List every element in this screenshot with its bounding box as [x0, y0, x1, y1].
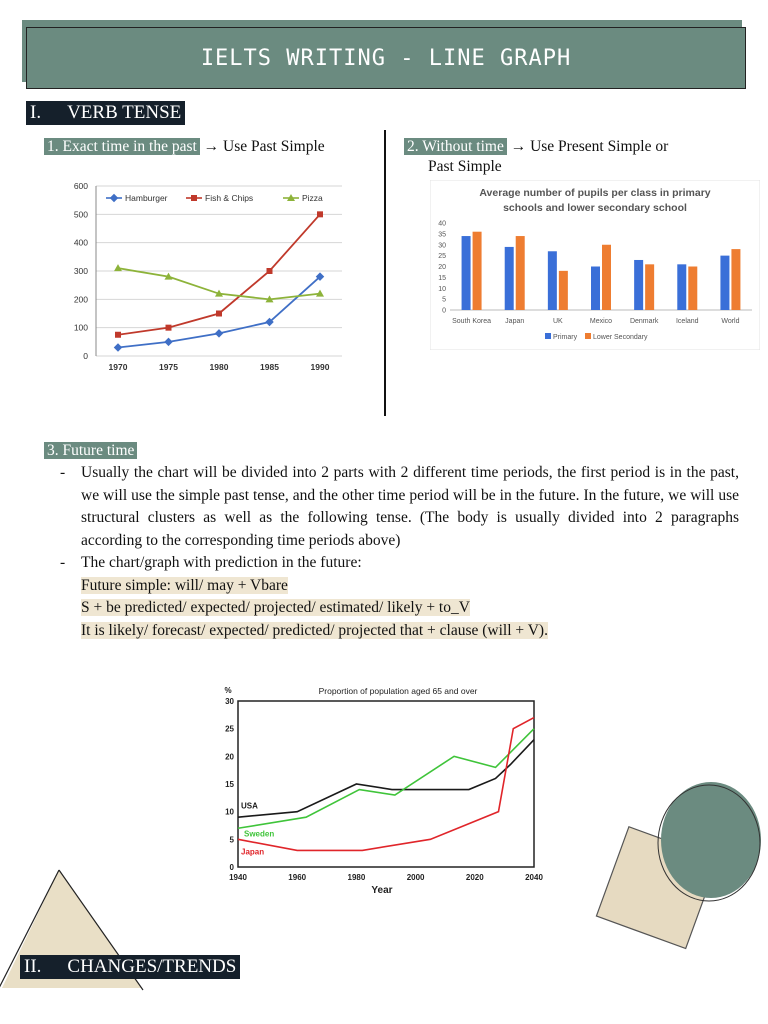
x-tick-label: 1985 — [260, 362, 279, 372]
bar — [634, 260, 643, 310]
bar — [505, 247, 514, 310]
x-tick-label: UK — [552, 318, 563, 325]
x-tick-label: 1975 — [159, 362, 178, 372]
y-tick-label: 0 — [442, 307, 446, 315]
x-tick-label: 1970 — [108, 362, 128, 372]
bar — [591, 267, 600, 311]
x-tick-label: 2040 — [525, 873, 543, 882]
y-tick-label: 15 — [438, 274, 446, 282]
y-tick-label: 600 — [73, 181, 88, 191]
chart-title: schools and lower secondary school — [503, 202, 687, 214]
y-tick-label: 10 — [438, 285, 446, 293]
structure-line: S + be predicted/ expected/ projected/ estimated/ likely + to_V — [81, 599, 470, 616]
chart-title: Average number of pupils per class in primary — [479, 187, 711, 199]
subsection-label: 2. Without time — [404, 138, 507, 155]
y-tick-label: 40 — [438, 220, 446, 228]
section-title: VERB TENSE — [67, 102, 182, 123]
x-axis-label: Year — [371, 885, 393, 896]
food-consumption-line-chart — [58, 172, 350, 378]
series-label: Sweden — [244, 829, 275, 839]
y-tick-label: 5 — [229, 835, 234, 845]
subsection-future-time — [44, 441, 137, 461]
y-tick-label: 30 — [225, 697, 234, 706]
data-point — [317, 211, 323, 217]
legend-marker — [191, 195, 197, 201]
bar — [548, 251, 557, 310]
subsection-label: 1. Exact time in the past — [44, 138, 200, 155]
section-number: II. — [24, 956, 42, 977]
y-tick-label: 35 — [438, 231, 446, 239]
y-axis-label: % — [224, 686, 232, 695]
y-tick-label: 25 — [438, 253, 446, 261]
structure-line: It is likely/ forecast/ expected/ predicted/ projected that + clause (will + V). — [81, 621, 548, 639]
series-label: Japan — [241, 847, 265, 857]
subsection-label: 3. Future time — [44, 442, 137, 459]
column-divider — [384, 130, 386, 416]
x-tick-label: 1960 — [288, 873, 307, 882]
bar — [645, 264, 654, 310]
page-title: IELTS WRITING - LINE GRAPH — [200, 45, 572, 71]
y-tick-label: 200 — [73, 294, 88, 305]
data-point — [166, 325, 172, 331]
list-item: - Usually the chart will be divided into 2 parts with 2 different time periods, the first period is in the past, we will use the simple past tense, and the other time period will be in the future. In the future, we will use structural clusters as well as the following tense. (The body is usually divided into 2 paragraphs according to the corresponding time periods above) — [60, 464, 739, 549]
section-number: I. — [30, 102, 42, 123]
x-tick-label: 1980 — [209, 362, 229, 372]
legend-label: Fish & Chips — [205, 193, 254, 203]
y-tick-label: 20 — [438, 264, 446, 271]
y-tick-label: 0 — [229, 863, 234, 872]
data-point — [267, 268, 273, 274]
bar — [731, 249, 740, 310]
x-tick-label: World — [721, 318, 740, 325]
y-tick-label: 0 — [83, 351, 88, 361]
legend-swatch — [545, 333, 551, 339]
population-aged-65-line-chart — [218, 682, 548, 900]
x-tick-label: Iceland — [675, 318, 699, 325]
subsection-rule: → Use Present Simple or — [506, 138, 669, 155]
section-heading-verb-tense — [26, 101, 185, 125]
y-tick-label: 10 — [225, 807, 234, 817]
header-banner — [26, 27, 746, 89]
x-tick-label: 1980 — [347, 873, 366, 882]
x-tick-label: Mexico — [589, 318, 613, 325]
section-heading-changes-trends — [20, 955, 240, 979]
pupils-per-class-bar-chart — [430, 180, 760, 350]
x-tick-label: 2000 — [406, 873, 425, 882]
legend-swatch — [585, 333, 591, 339]
bar — [602, 245, 611, 310]
y-tick-label: 400 — [73, 237, 88, 248]
y-tick-label: 25 — [225, 724, 234, 734]
legend-label: Pizza — [302, 193, 323, 203]
y-tick-label: 300 — [73, 266, 88, 276]
section-title: CHANGES/TRENDS — [67, 956, 237, 977]
list-item: - The chart/graph with prediction in the future: Future simple: will/ may + Vbare S + be predicted/ expected/ projected/ estimated/ likely + to_V It is likely/ forecast/ expected/ predicted/ projected that + clause (will + V). — [60, 554, 548, 639]
subsection-without-time — [404, 137, 744, 177]
x-tick-label: 2020 — [465, 873, 484, 882]
chart-title: Proportion of population aged 65 and over — [318, 686, 478, 696]
legend-label: Hamburger — [125, 193, 168, 203]
bar — [688, 267, 697, 311]
x-tick-label: 1990 — [310, 362, 330, 372]
y-tick-label: 500 — [73, 209, 88, 220]
data-point — [216, 311, 222, 317]
bar — [462, 236, 471, 310]
bar — [720, 256, 729, 310]
decorative-circle-square — [588, 780, 763, 960]
x-tick-label: South Korea — [452, 318, 492, 325]
x-tick-label: 1940 — [229, 873, 247, 882]
bar — [516, 236, 525, 310]
y-tick-label: 5 — [442, 296, 446, 304]
bar — [677, 264, 686, 310]
bar — [559, 271, 568, 310]
x-tick-label: Japan — [505, 318, 525, 325]
y-tick-label: 30 — [438, 242, 446, 250]
legend-label: Primary — [553, 334, 578, 341]
series-label: USA — [241, 801, 258, 811]
y-tick-label: 100 — [73, 322, 88, 333]
structure-line: Future simple: will/ may + Vbare — [81, 576, 288, 594]
future-time-notes — [44, 462, 739, 642]
subsection-rule: → Use Past Simple — [199, 138, 325, 155]
x-tick-label: Denmark — [629, 318, 659, 325]
data-point — [115, 332, 121, 338]
bar — [473, 232, 482, 310]
y-tick-label: 15 — [225, 780, 234, 789]
y-tick-label: 20 — [225, 752, 234, 762]
legend-label: Lower Secondary — [593, 334, 648, 341]
subsection-past — [44, 137, 325, 157]
subsection-rule-cont: Past Simple — [428, 158, 502, 175]
